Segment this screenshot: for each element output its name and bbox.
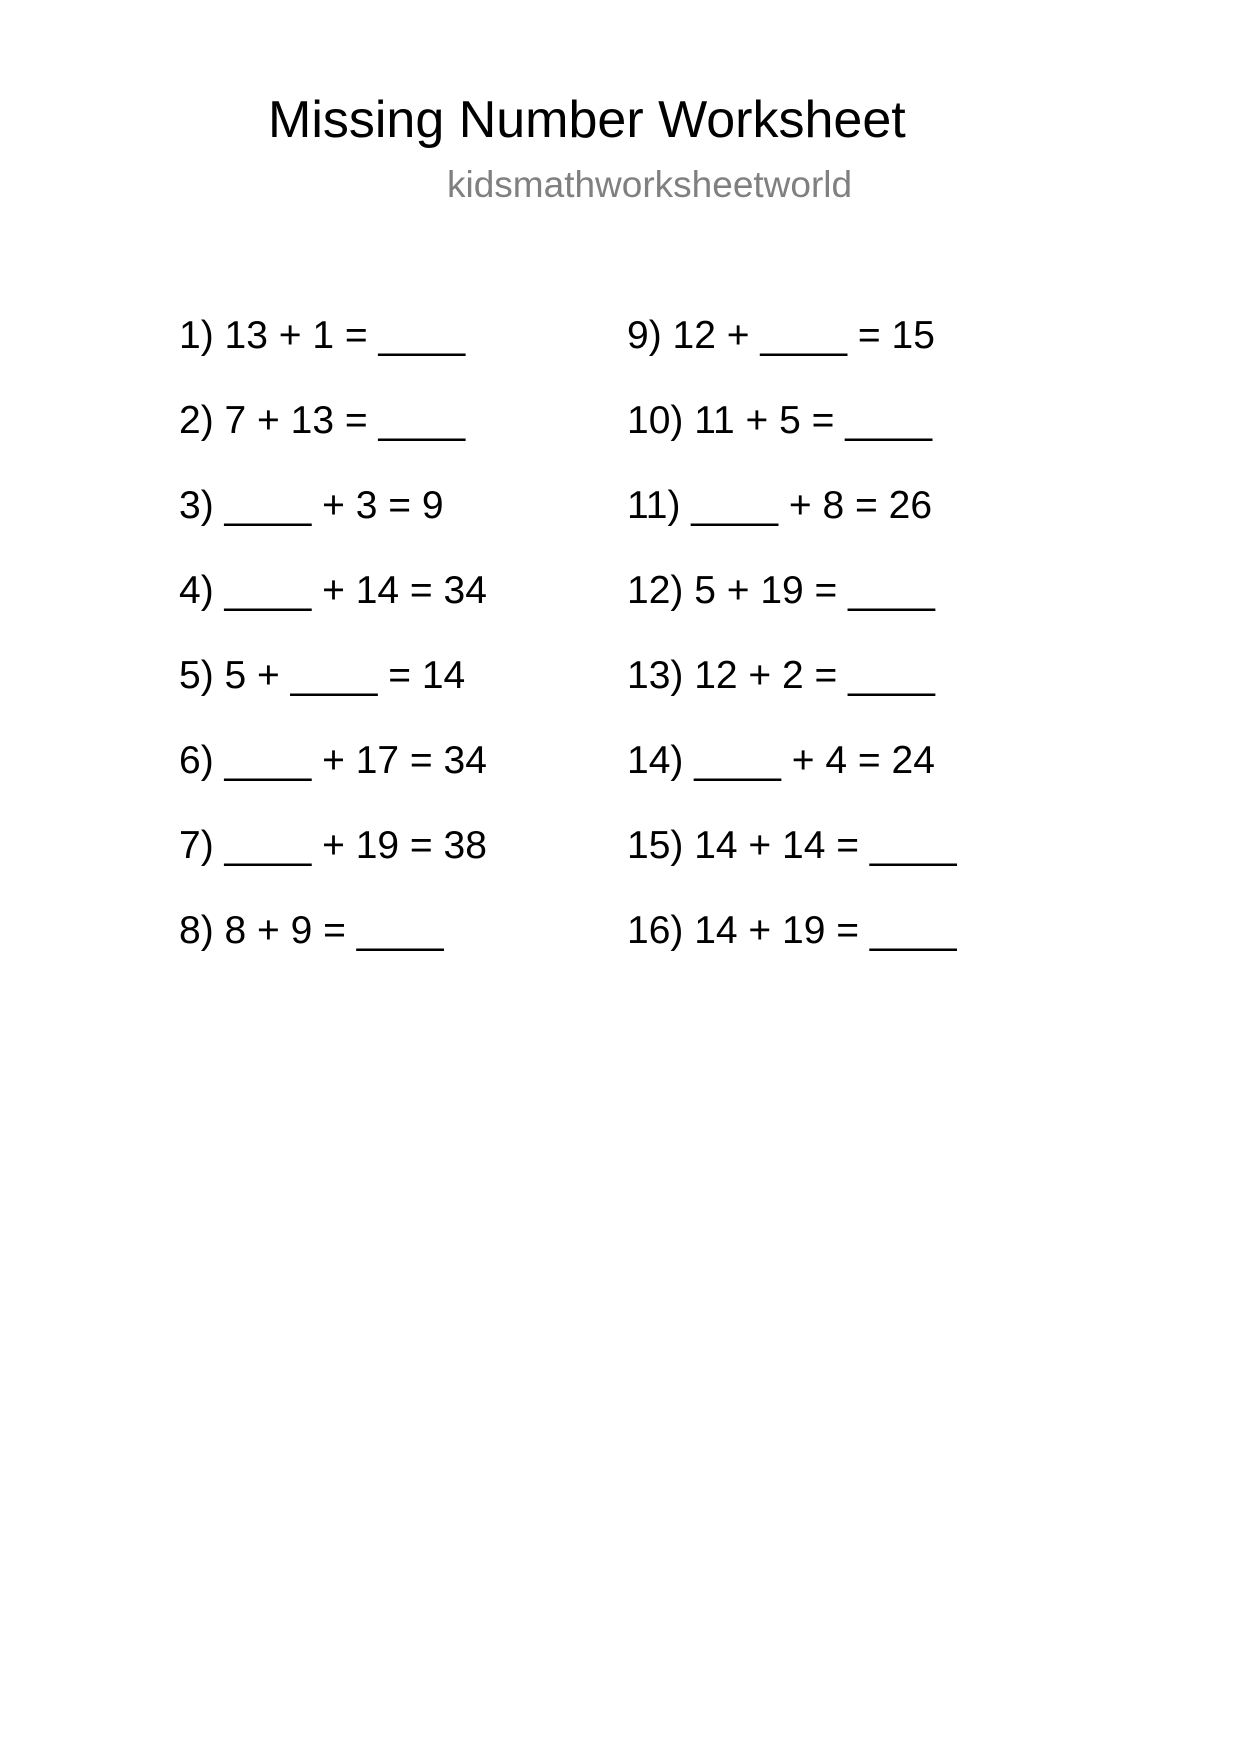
problem-6: 6) ____ + 17 = 34	[179, 739, 487, 782]
problem-8: 8) 8 + 9 = ____	[179, 909, 444, 952]
problem-7: 7) ____ + 19 = 38	[179, 824, 487, 867]
worksheet-subtitle: kidsmathworksheetworld	[447, 164, 853, 205]
problem-10: 10) 11 + 5 = ____	[627, 399, 933, 442]
problem-5: 5) 5 + ____ = 14	[179, 654, 466, 697]
problem-9: 9) 12 + ____ = 15	[627, 314, 935, 357]
problem-1: 1) 13 + 1 = ____	[179, 314, 466, 357]
problem-2: 2) 7 + 13 = ____	[179, 399, 466, 442]
worksheet-title: Missing Number Worksheet	[268, 91, 906, 149]
problem-14: 14) ____ + 4 = 24	[627, 739, 935, 782]
problem-13: 13) 12 + 2 = ____	[627, 654, 935, 697]
problem-15: 15) 14 + 14 = ____	[627, 824, 957, 867]
problem-3: 3) ____ + 3 = 9	[179, 484, 444, 527]
problem-4: 4) ____ + 14 = 34	[179, 569, 487, 612]
problem-11: 11) ____ + 8 = 26	[627, 484, 933, 527]
problem-16: 16) 14 + 19 = ____	[627, 909, 957, 952]
problem-12: 12) 5 + 19 = ____	[627, 569, 935, 612]
